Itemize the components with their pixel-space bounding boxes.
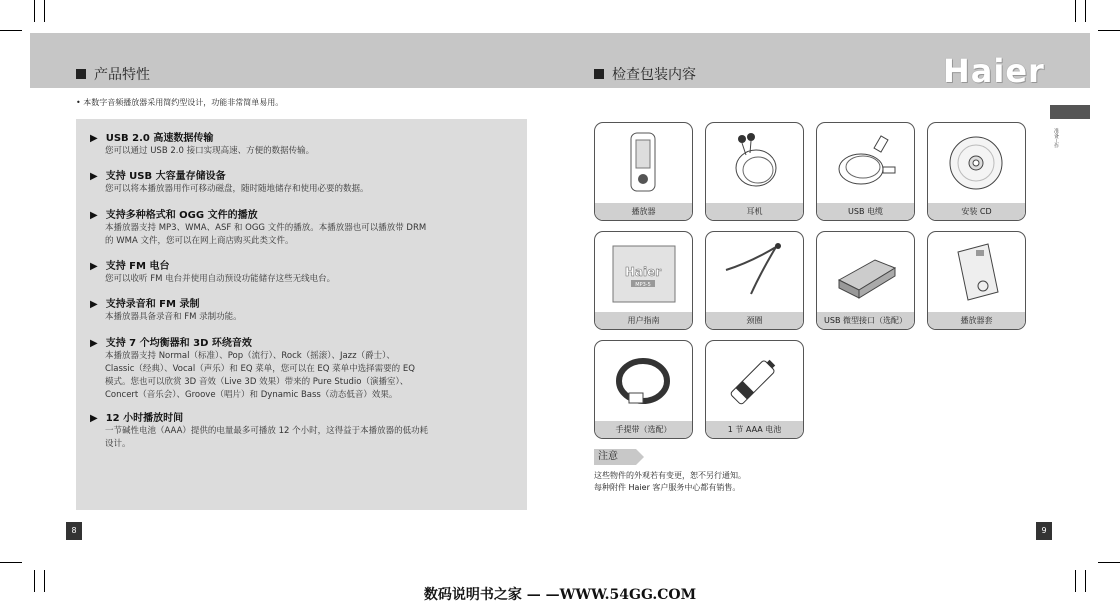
feature-heading: 支持 7 个均衡器和 3D 环绕音效	[105, 338, 252, 349]
page-number-right: 9	[1036, 522, 1052, 540]
feature-item	[90, 334, 510, 402]
package-item-neck-strap	[705, 231, 804, 330]
triangle-bullet-icon: ▶	[90, 133, 98, 144]
brand-logo: Haier	[943, 52, 1045, 90]
feature-description: 本播放器支持 Normal（标准）、Pop（流行）、Rock（摇滚）、Jazz（爵士）、 Classic（经典）、Vocal（声乐）和 EQ 菜单，您可以在 EQ 菜单中选择需要的 EQ 模式。您也可以欣赏 3D 音效（Live 3D 效果）带来的 Pure Studio（演播室）、 Concert（音乐会）、Groove（唱片）和 Dynamic Bass（动态低音）效果。	[105, 351, 415, 400]
crop-mark	[1098, 562, 1120, 563]
triangle-bullet-icon: ▶	[90, 171, 98, 182]
page-number-left: 8	[66, 522, 82, 540]
feature-heading: 支持录音和 FM 录制	[105, 299, 200, 310]
feature-heading: 12 小时播放时间	[105, 413, 184, 424]
manual-icon	[595, 232, 692, 312]
triangle-bullet-icon: ▶	[90, 299, 98, 310]
crop-mark	[0, 30, 22, 31]
package-item-player	[594, 122, 693, 221]
triangle-bullet-icon: ▶	[90, 338, 98, 349]
feature-description: 您可以将本播放器用作可移动磁盘，随时随地储存和使用必要的数据。	[105, 184, 369, 194]
package-item-battery	[705, 340, 804, 439]
cd-icon	[928, 123, 1025, 203]
package-item-earphones	[705, 122, 804, 221]
feature-description: 您可以收听 FM 电台并使用自动预设功能储存这些无线电台。	[105, 274, 336, 284]
manual-model: MP3-5	[635, 282, 651, 288]
feature-description: 您可以通过 USB 2.0 接口实现高速、方便的数据传输。	[105, 146, 315, 156]
note-label: 注意	[594, 449, 636, 465]
item-label: USB 微型接口（选配）	[817, 312, 914, 329]
hand-strap-icon	[595, 341, 692, 421]
feature-item	[90, 167, 510, 196]
item-label: 播放器	[595, 203, 692, 220]
item-label: 播放器套	[928, 312, 1025, 329]
crop-mark	[1085, 0, 1086, 22]
footer-watermark: 数码说明书之家 — —WWW.54GG.COM	[423, 587, 697, 603]
square-bullet-icon	[76, 69, 86, 79]
battery-icon	[706, 341, 803, 421]
intro-text: • 本数字音频播放器采用简约型设计，功能非常简单易用。	[76, 98, 284, 107]
note-text	[594, 470, 746, 494]
feature-heading: 支持 FM 电台	[105, 261, 170, 272]
feature-description: 本播放器支持 MP3、WMA、ASF 和 OGG 文件的播放。本播放器也可以播放带 DRM 的 WMA 文件，您可以在网上商店购买此类文件。	[105, 223, 427, 246]
square-bullet-icon	[594, 69, 604, 79]
feature-item	[90, 129, 510, 158]
item-label: 1 节 AAA 电池	[706, 421, 803, 438]
crop-mark	[44, 0, 45, 22]
usb-adapter-icon	[817, 232, 914, 312]
package-item-cd	[927, 122, 1026, 221]
feature-item	[90, 409, 510, 451]
note-line: 这些物件的外观若有变更，恕不另行通知。	[594, 471, 746, 480]
feature-item	[90, 295, 510, 324]
package-item-hand-strap	[594, 340, 693, 439]
feature-description: 一节碱性电池（AAA）提供的电量最多可播放 12 个小时，这得益于本播放器的低功耗 设计。	[105, 426, 429, 449]
note-line: 每种附件 Haier 客户服务中心都有销售。	[594, 483, 741, 492]
crop-mark	[0, 562, 22, 563]
item-label: USB 电缆	[817, 203, 914, 220]
section-title-package: 检查包装内容	[594, 64, 696, 84]
crop-mark	[1075, 0, 1076, 22]
features-panel	[76, 119, 527, 510]
earphones-icon	[706, 123, 803, 203]
feature-item	[90, 257, 510, 286]
manual-brand: Haier	[624, 265, 662, 279]
player-icon	[595, 123, 692, 203]
neck-strap-icon	[706, 232, 803, 312]
triangle-bullet-icon: ▶	[90, 413, 98, 424]
crop-mark	[34, 0, 35, 22]
triangle-bullet-icon: ▶	[90, 210, 98, 221]
item-label: 用户指南	[595, 312, 692, 329]
feature-description: 本播放器具备录音和 FM 录制功能。	[105, 312, 242, 322]
side-label: 准备工作	[1053, 128, 1059, 148]
item-label: 手提带（选配）	[595, 421, 692, 438]
usb-cable-icon	[817, 123, 914, 203]
feature-heading: 支持多种格式和 OGG 文件的播放	[105, 210, 258, 221]
player-case-icon	[928, 232, 1025, 312]
package-item-usb-cable	[816, 122, 915, 221]
item-label: 颈圈	[706, 312, 803, 329]
package-item-user-guide	[594, 231, 693, 330]
package-item-player-case	[927, 231, 1026, 330]
side-tab	[1050, 105, 1090, 119]
crop-mark	[1098, 30, 1120, 31]
package-item-usb-adapter	[816, 231, 915, 330]
triangle-bullet-icon: ▶	[90, 261, 98, 272]
item-label: 安装 CD	[928, 203, 1025, 220]
item-label: 耳机	[706, 203, 803, 220]
section-title-features: 产品特性	[76, 64, 150, 84]
feature-heading: USB 2.0 高速数据传输	[105, 133, 214, 144]
feature-heading: 支持 USB 大容量存储设备	[105, 171, 226, 182]
feature-item	[90, 206, 510, 248]
